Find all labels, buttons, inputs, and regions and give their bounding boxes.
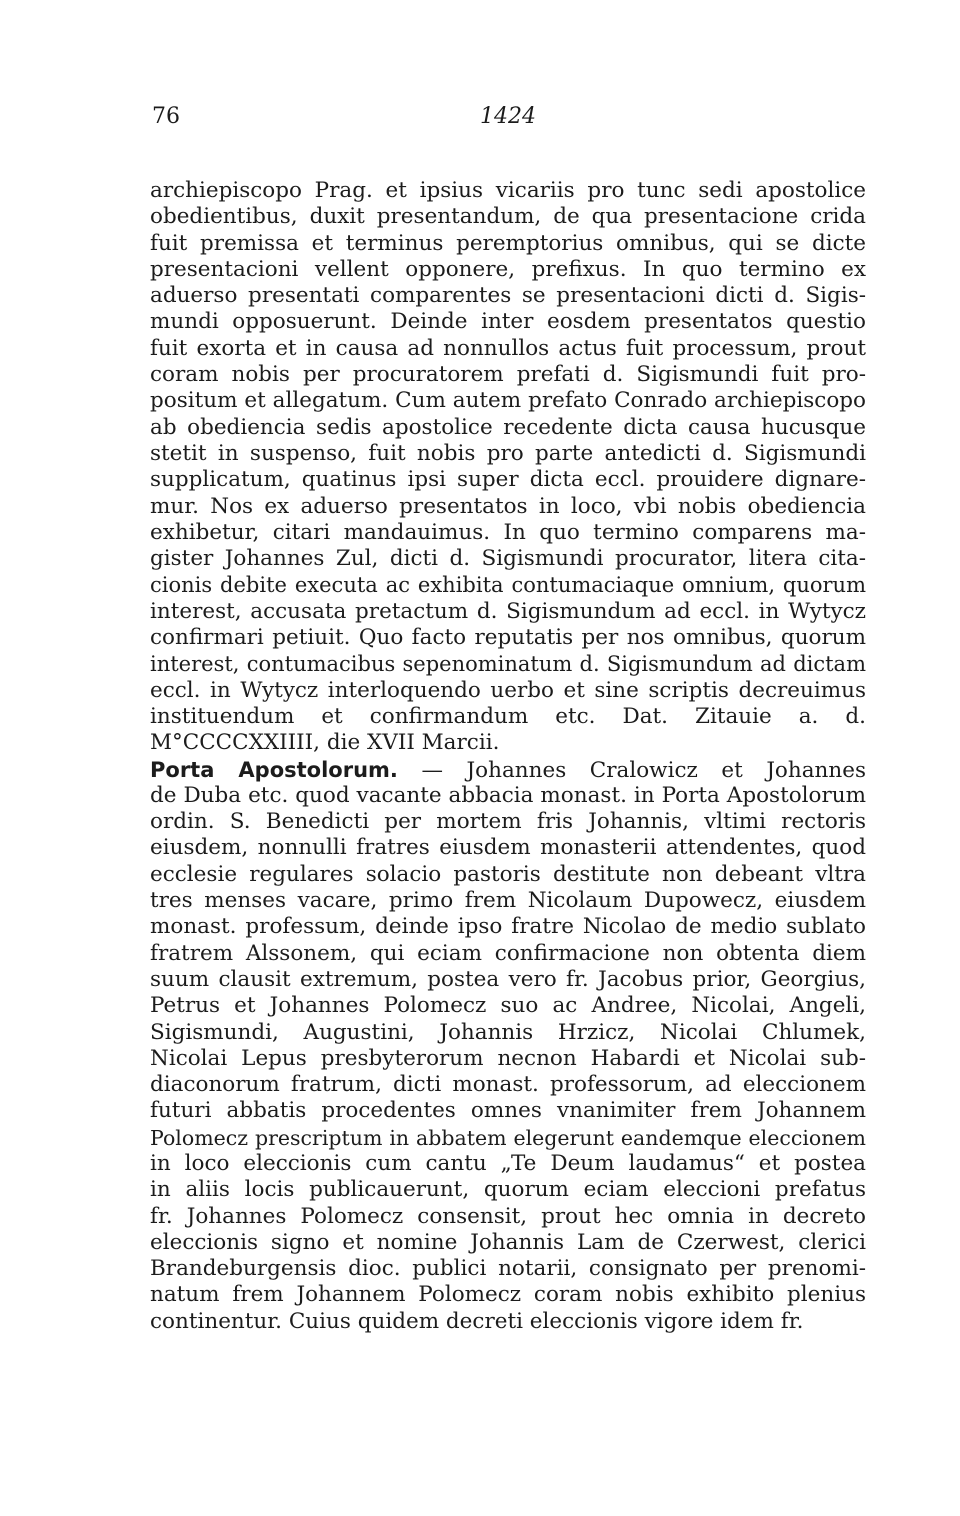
text-line: Sigismundi, Augustini, Johannis Hrzicz, Nicolai Chlumek, — [150, 1019, 866, 1045]
section-first-line-text: — Johannes Cralowicz et Johannes — [421, 757, 866, 783]
text-line: interest, accusata pretactum d. Sigismundum ad eccl. in Wytycz — [150, 598, 866, 624]
text-line: eccl. in Wytycz interloquendo uerbo et sine scriptis decreuimus — [150, 677, 866, 703]
text-line: ecclesie regulares solacio pastoris destitute non debeant vltra — [150, 861, 866, 887]
section-porta-apostolorum — [150, 757, 866, 1336]
text-line: archiepiscopo Prag. et ipsius vicariis pro tunc sedi apostolice — [150, 178, 866, 203]
text-line: continentur. Cuius quidem decreti eleccionis vigore idem fr. — [150, 1308, 804, 1334]
text-line: instituendum et confirmandum etc. Dat. Zitauie a. d. — [150, 703, 866, 729]
section-first-line — [150, 757, 866, 783]
text-line: tres menses vacare, primo frem Nicolaum Dupowecz, eiusdem — [150, 888, 866, 914]
text-line: confirmari petiuit. Quo facto reputatis per nos omnibus, quorum — [150, 625, 866, 651]
text-line: in loco eleccionis cum cantu „Te Deum laudamus“ et postea — [150, 1150, 866, 1176]
text-line: Petrus et Johannes Polomecz suo ac Andree, Nicolai, Angeli, — [150, 993, 866, 1019]
text-line: fuit premissa et terminus peremptorius omnibus, qui se dicte — [150, 230, 866, 256]
text-line: ordin. S. Benedicti per mortem fris Johannis, vltimi rectoris — [150, 809, 866, 835]
text-line: obedientibus, duxit presentandum, de qua presentacione crida — [150, 204, 866, 230]
paragraph-main — [150, 178, 866, 757]
text-line: coram nobis per procuratorem prefati d. Sigismundi fuit pro- — [150, 362, 866, 388]
paragraph-section — [150, 783, 866, 1335]
text-line: fratrem Alssonem, qui eciam confirmacione non obtenta diem — [150, 940, 866, 966]
text-line: cionis debite executa ac exhibita contumaciaque omnium, quorum — [150, 573, 866, 598]
text-line: exhibetur, citari mandauimus. In quo termino comparens ma- — [150, 519, 866, 545]
text-line: stetit in suspenso, fuit nobis pro parte antedicti d. Sigismundi — [150, 440, 866, 466]
text-line: mundi opposuerunt. Deinde inter eosdem presentatos questio — [150, 309, 866, 335]
text-line: positum et allegatum. Cum autem prefato Conrado archiepiscopo — [150, 388, 866, 414]
section-heading: Porta Apostolorum. — [150, 757, 398, 782]
text-line: fr. Johannes Polomecz consensit, prout hec omnia in decreto — [150, 1203, 866, 1229]
text-line: Polomecz prescriptum in abbatem elegerunt eandemque eleccionem — [150, 1125, 866, 1150]
text-line: eiusdem, nonnulli fratres eiusdem monasterii attendentes, quod — [150, 835, 866, 861]
body-text — [150, 178, 866, 1335]
text-line: ab obediencia sedis apostolice recedente dicta causa hucusque — [150, 414, 866, 440]
text-line: M°CCCCXXIIII, die XVII Marcii. — [150, 730, 500, 756]
text-line: monast. professum, deinde ipso fratre Nicolao de medio sublato — [150, 914, 866, 940]
text-line: futuri abbatis procedentes omnes vnanimiter frem Johannem — [150, 1098, 866, 1124]
text-line: fuit exorta et in causa ad nonnullos actus fuit processum, prout — [150, 335, 866, 361]
text-line: Nicolai Lepus presbyterorum necnon Habardi et Nicolai sub- — [150, 1045, 866, 1071]
text-line: eleccionis signo et nomine Johannis Lam de Czerwest, clerici — [150, 1229, 866, 1255]
text-line: suum clausit extremum, postea vero fr. Jacobus prior, Georgius, — [150, 966, 866, 992]
text-line: presentacioni vellent opponere, prefixus. In quo termino ex — [150, 256, 866, 282]
page-header — [150, 104, 866, 144]
page-number: 76 — [152, 104, 180, 129]
text-line: natum frem Johannem Polomecz coram nobis exhibito plenius — [150, 1282, 866, 1308]
text-line: de Duba etc. quod vacante abbacia monast. in Porta Apostolorum — [150, 782, 866, 808]
text-line: interest, contumacibus sepenominatum d. Sigismundum ad dictam — [150, 652, 866, 677]
running-title-year: 1424 — [480, 104, 536, 129]
text-line: aduerso presentati comparentes se presentacioni dicti d. Sigis- — [150, 283, 866, 309]
text-line: supplicatum, quatinus ipsi super dicta eccl. prouidere dignare- — [150, 467, 866, 493]
text-line: Brandeburgensis dioc. publici notarii, consignato per prenomi- — [150, 1256, 866, 1282]
text-line: mur. Nos ex aduerso presentatos in loco, vbi nobis obediencia — [150, 493, 866, 519]
text-line: diaconorum fratrum, dicti monast. professorum, ad eleccionem — [150, 1072, 866, 1098]
text-line: gister Johannes Zul, dicti d. Sigismundi procurator, litera cita- — [150, 546, 866, 572]
text-line: in aliis locis publicauerunt, quorum eciam eleccioni prefatus — [150, 1177, 866, 1203]
